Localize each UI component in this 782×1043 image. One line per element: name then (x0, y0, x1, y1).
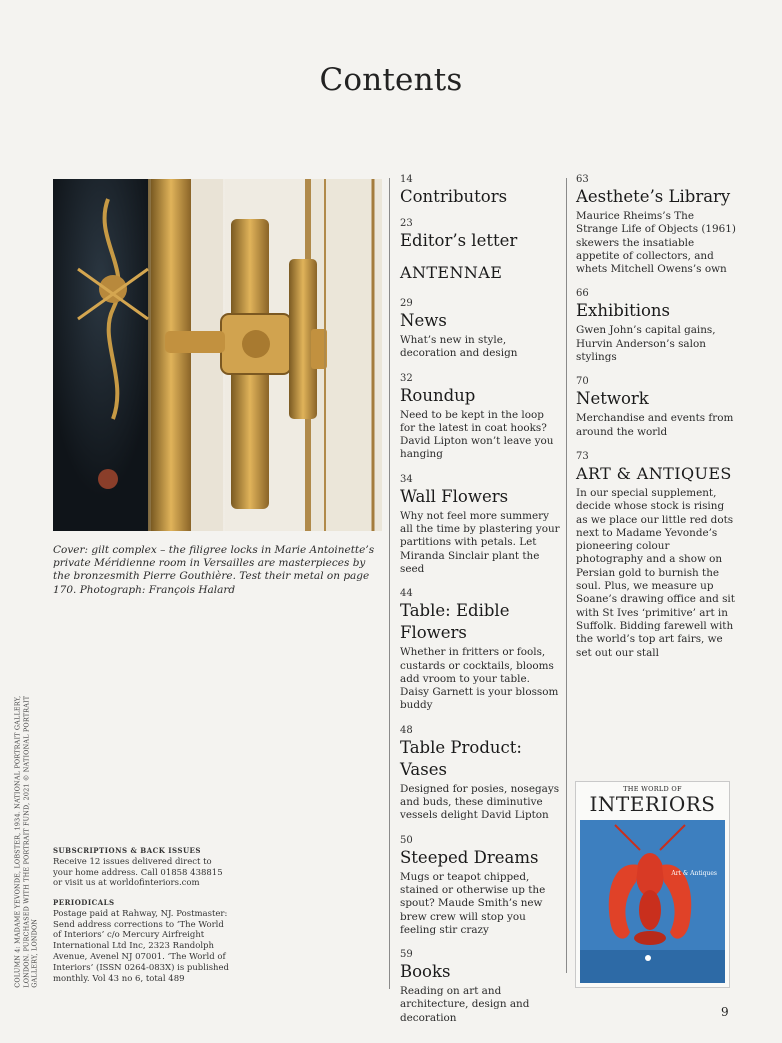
entry-title: Aesthete’s Library (576, 187, 731, 206)
lobster-icon (580, 820, 725, 983)
thumbnail-kicker: THE WORLD OF (623, 785, 682, 793)
entry-description: Why not feel more summery all the time by plastering your partitions with petals. Let Miranda Sinclair plant the seed (400, 509, 560, 575)
cover-caption: Cover: gilt complex – the filigree locks in Marie Antoinette’s private Méridienne room in Versailles are masterpieces by the bronzesmith Pierre Gouthière. Test their metal on page 170. Photograph: François Halard (53, 544, 375, 596)
entry-page-number: 44 (400, 588, 413, 600)
contents-entry (400, 262, 560, 284)
page-number: 9 (721, 1005, 729, 1019)
periodicals-text: Postage paid at Rahway, NJ. Postmaster: Send address corrections to ‘The World of Interiors’ c/o Mercury Airfreight International Ltd Inc, 2323 Randolph Avenue, Avenel NJ 07001. ‘The World of Interiors’ (ISSN 0264-083X) is published monthly. Vol 43 no 6, total 489 (53, 908, 229, 984)
entry-page-number: 48 (400, 724, 413, 736)
column-divider (389, 178, 390, 989)
contents-entry (576, 451, 736, 660)
entry-title: News (400, 311, 447, 330)
entry-page-number: 50 (400, 834, 413, 846)
entry-page-number: 73 (576, 450, 589, 462)
contents-entry (576, 376, 736, 439)
magazine-cover-thumbnail (575, 781, 730, 988)
thumbnail-masthead: INTERIORS (589, 792, 716, 816)
entry-page-number: 59 (400, 949, 413, 961)
cover-photo (53, 179, 382, 531)
page-title: Contents (319, 62, 463, 98)
contents-entry (400, 588, 560, 712)
subscriptions-text: Receive 12 issues delivered direct to your home address. Call 01858 438815 or visit us at worldofinteriors.com (53, 856, 223, 889)
entry-description: Need to be kept in the loop for the latest in coat hooks? David Lipton won’t leave you hanging (400, 408, 554, 461)
entry-page-number: 70 (576, 376, 589, 388)
column-divider (566, 178, 567, 973)
entry-page-number: 34 (400, 473, 413, 485)
entry-description: Maurice Rheims’s The Strange Life of Objects (1961) skewers the insatiable appetite of collectors, and whets Mitchell Owens’s own (576, 210, 736, 276)
entry-title: Books (400, 962, 451, 982)
photo-credit: COLUMN 4: MADAME YEVONDE, LOBSTER, 1934. NATIONAL PORTRAIT GALLERY, LONDON. PURCHASED WITH THE PORTRAIT FUND, 2021 © NATIONAL PORTRAIT GALLERY, LONDON (13, 695, 39, 988)
contents-entry (400, 218, 560, 252)
entry-description: Gwen John’s capital gains, Hurvin Anderson’s salon stylings (576, 324, 716, 364)
section-heading: ART & ANTIQUES (576, 463, 732, 483)
contents-entry (400, 298, 560, 361)
periodicals-heading: PERIODICALS (53, 898, 115, 907)
contents-column-middle (400, 174, 560, 1037)
contents-entry (576, 174, 736, 276)
entry-description: Merchandise and events from around the world (576, 412, 734, 438)
entry-page-number: 23 (400, 218, 413, 229)
entry-description: Whether in fritters or fools, custards or cocktails, blooms add vroom to your table. Daisy Garnett is your blossom buddy (400, 646, 559, 712)
entry-title: Wall Flowers (400, 486, 509, 506)
entry-page-number: 32 (400, 372, 413, 384)
lobster-image (580, 820, 725, 983)
thumbnail-tag: Art & Antiques (671, 870, 717, 877)
contents-entry (400, 949, 560, 1025)
contents-entry (400, 373, 560, 462)
section-heading: ANTENNAE (400, 263, 503, 282)
contents-entry (576, 288, 736, 364)
contents-entry (400, 835, 560, 937)
entry-title: Exhibitions (576, 301, 671, 321)
entry-title: Contributors (400, 187, 508, 206)
entry-title: Network (576, 389, 649, 409)
entry-description: What’s new in style, decoration and design (400, 334, 518, 360)
entry-title: Steeped Dreams (400, 847, 539, 867)
entry-title: Roundup (400, 385, 476, 405)
entry-page-number: 14 (400, 174, 413, 185)
entry-page-number: 29 (400, 298, 413, 309)
gilt-lock-illustration (53, 179, 382, 531)
entry-description: Designed for posies, nosegays and buds, these diminutive vessels delight David Lipton (400, 782, 560, 822)
entry-description: In our special supplement, decide whose stock is rising as we place our little red dots next to Madame Yevonde’s pioneering colour photography and a show on Persian gold to burnish the soul. Plus, we measure up Soane’s drawing office and sit with St Ives ‘primitive’ art in Suffolk. Bidding farewell with the world’s top art fairs, we set out our stall (576, 486, 735, 659)
subscriptions-block (53, 846, 233, 889)
contents-entry (400, 174, 560, 208)
entry-description: Reading on art and architecture, design and decoration (400, 985, 530, 1024)
entry-page-number: 63 (576, 174, 589, 185)
entry-title: Editor’s letter (400, 231, 518, 250)
contents-entry (400, 725, 560, 823)
entry-description: Mugs or teapot chipped, stained or otherwise up the spout? Maude Smith’s new brew crew will stop you feeling stir crazy (400, 870, 546, 936)
contents-column-right (576, 174, 736, 674)
subscriptions-heading: SUBSCRIPTIONS & BACK ISSUES (53, 846, 201, 855)
entry-title: Table: Edible Flowers (400, 601, 510, 643)
entry-page-number: 66 (576, 288, 589, 300)
entry-title: Table Product: Vases (400, 737, 522, 779)
contents-entry (400, 474, 560, 576)
periodicals-block (53, 898, 233, 984)
